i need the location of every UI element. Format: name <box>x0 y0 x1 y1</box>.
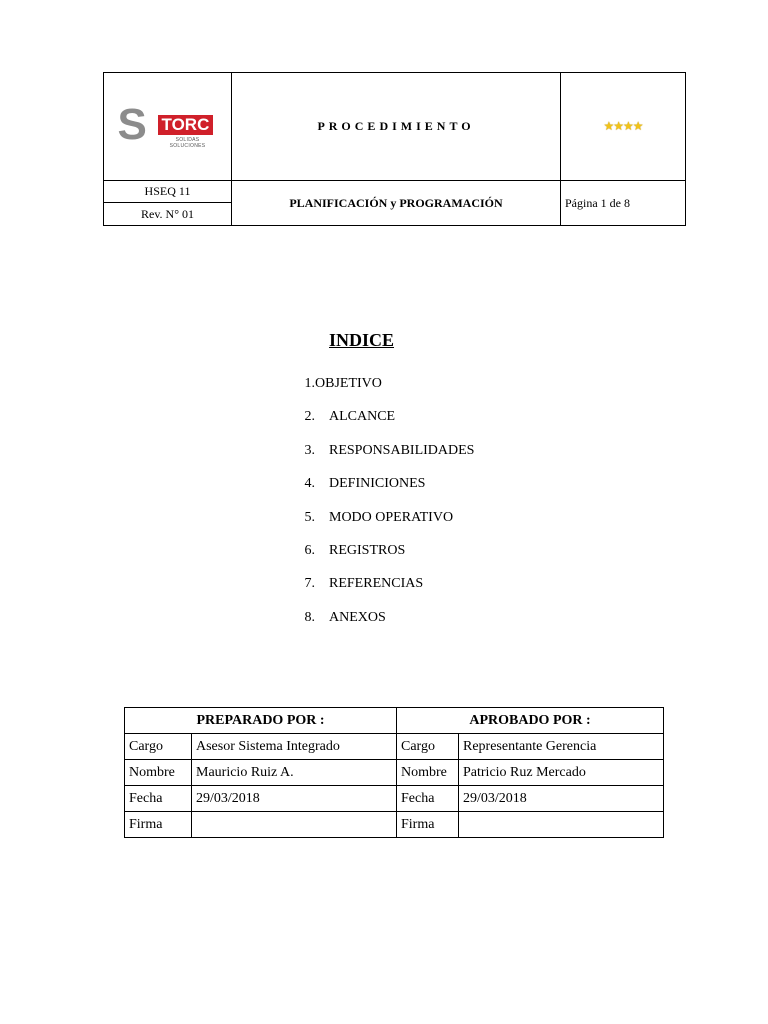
index-item-label: REFERENCIAS <box>329 576 424 592</box>
row-label: Firma <box>397 812 459 838</box>
document-subtitle: PLANIFICACIÓN y PROGRAMACIÓN <box>232 181 561 226</box>
rating-stars-icon: ★★★★ <box>561 73 686 181</box>
row-label: Cargo <box>397 734 459 760</box>
revision-number: Rev. N° 01 <box>104 203 232 226</box>
index-item-label: ALCANCE <box>329 409 396 425</box>
index-item: 5. MODO OPERATIVO <box>304 509 454 525</box>
index-item-label: ANEXOS <box>329 609 386 625</box>
row-label: Fecha <box>397 786 459 812</box>
row-label: Firma <box>125 812 192 838</box>
logo-cell <box>104 73 232 181</box>
document-type-title: PROCEDIMIENTO <box>232 73 561 181</box>
table-row <box>125 734 664 760</box>
row-label: Fecha <box>125 786 192 812</box>
index-item: 8. ANEXOS <box>304 609 386 625</box>
approved-name-value: Patricio Ruz Mercado <box>459 760 664 786</box>
index-item: 1.OBJETIVO <box>304 376 382 391</box>
index-item-label: DEFINICIONES <box>329 476 426 492</box>
row-label: Cargo <box>125 734 192 760</box>
index-item-label: RESPONSABILIDADES <box>329 442 475 458</box>
approved-by-header: APROBADO POR : <box>397 708 664 734</box>
document-header <box>103 72 686 226</box>
prepared-cargo-value: Asesor Sistema Integrado <box>192 734 397 760</box>
approved-signature-field <box>459 812 664 838</box>
page-number: Página 1 de 8 <box>561 181 686 226</box>
index-heading: INDICE <box>329 330 395 350</box>
approved-cargo-value: Representante Gerencia <box>459 734 664 760</box>
prepared-by-header: PREPARADO POR : <box>125 708 397 734</box>
logo-s-mark: S <box>117 99 141 149</box>
logo-subtext: SOLIDAS SOLUCIONES <box>169 136 206 149</box>
company-logo <box>117 99 218 150</box>
approved-date-value: 29/03/2018 <box>459 786 664 812</box>
table-row <box>125 786 664 812</box>
table-row <box>125 760 664 786</box>
prepared-signature-field <box>192 812 397 838</box>
approval-table <box>124 707 664 838</box>
index-item: 4. DEFINICIONES <box>304 476 426 492</box>
document-code: HSEQ 11 <box>104 181 232 203</box>
index-item: 6. REGISTROS <box>304 542 406 558</box>
index-item-label: OBJETIVO <box>315 376 382 391</box>
index-item: 7. REFERENCIAS <box>304 576 424 592</box>
prepared-date-value: 29/03/2018 <box>192 786 397 812</box>
index-item: 2. ALCANCE <box>304 409 396 425</box>
index-list <box>289 374 474 641</box>
index-item: 3. RESPONSABILIDADES <box>304 442 475 458</box>
prepared-name-value: Mauricio Ruiz A. <box>192 760 397 786</box>
index-item-label: MODO OPERATIVO <box>329 509 454 525</box>
logo-text: TORC <box>158 115 214 135</box>
row-label: Nombre <box>125 760 192 786</box>
table-row <box>125 812 664 838</box>
row-label: Nombre <box>397 760 459 786</box>
index-item-label: REGISTROS <box>329 542 406 558</box>
